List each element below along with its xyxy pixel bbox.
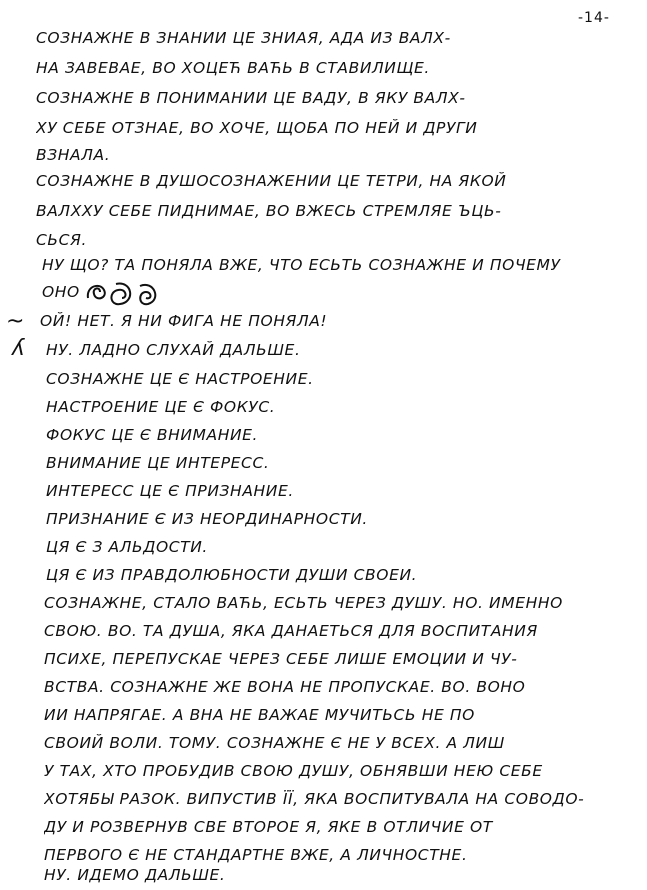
text-line: СОЗНАЖНЕ В ЗНАНИИ ЦЕ ЗНИАЯ, АДА ИЗ ВАЛХ- bbox=[36, 29, 451, 47]
text-line: ЦЯ Є З АЛЬДОСТИ. bbox=[46, 538, 208, 556]
text-line: ДУ И РОЗВЕРНУВ СВЕ ВТОРОЕ Я, ЯКЕ В ОТЛИЧИЕ ОТ bbox=[44, 818, 493, 836]
text-line: НАСТРОЕНИЕ ЦЕ Є ФОКУС. bbox=[46, 398, 276, 416]
text-line: НУ ЩО? ТА ПОНЯЛА ВЖЕ, ЧТО ЕСЬТЬ СОЗНАЖНЕ И ПОЧЕМУ bbox=[42, 256, 561, 274]
text-line: НУ. ЛАДНО СЛУХАЙ ДАЛЬШЕ. bbox=[46, 341, 301, 359]
margin-quote-mark: ʎ bbox=[12, 336, 26, 361]
page-number: -14- bbox=[578, 10, 610, 26]
text-line: ИНТЕРЕСС ЦЕ Є ПРИЗНАНИЕ. bbox=[46, 482, 294, 500]
text-line: ВНИМАНИЕ ЦЕ ИНТЕРЕСС. bbox=[46, 454, 270, 472]
text-line: ИИ НАПРЯГАЕ. А ВНА НЕ ВАЖАЕ МУЧИТЬСЬ НЕ ПО bbox=[44, 706, 475, 724]
text-line: ВСТВА. СОЗНАЖНЕ ЖЕ ВОНА НЕ ПРОПУСКАЕ. ВО. ВОНО bbox=[44, 678, 526, 696]
text-line: ПЕРВОГО Є НЕ СТАНДАРТНЕ ВЖЕ, А ЛИЧНОСТНЕ. bbox=[44, 846, 468, 864]
text-line: СОЗНАЖНЕ ЦЕ Є НАСТРОЕНИЕ. bbox=[46, 370, 314, 388]
text-line: ЦЯ Є ИЗ ПРАВДОЛЮБНОСТИ ДУШИ СВОЕИ. bbox=[46, 566, 418, 584]
text-line: ПСИХЕ, ПЕРЕПУСКАЕ ЧЕРЕЗ СЕБЕ ЛИШЕ ЕМОЦИИ И ЧУ- bbox=[44, 650, 518, 668]
text-line: ВАЛХХУ СЕБЕ ПИДНИМАЕ, ВО ВЖЕСЬ СТРЕМЛЯЕ ЪЦЬ- bbox=[36, 202, 502, 220]
text-line: ПРИЗНАНИЕ Є ИЗ НЕОРДИНАРНОСТИ. bbox=[46, 510, 368, 528]
text-line: ОНО bbox=[42, 283, 80, 301]
text-line: У ТАХ, ХТО ПРОБУДИВ СВОЮ ДУШУ, ОБНЯВШИ НЕЮ СЕБЕ bbox=[44, 762, 543, 780]
swirl-doodle bbox=[82, 276, 172, 310]
text-line: СОЗНАЖНЕ В ПОНИМАНИИ ЦЕ ВАДУ, В ЯКУ ВАЛХ- bbox=[36, 89, 466, 107]
text-line: СОЗНАЖНЕ, СТАЛО ВАЋЬ, ЕСЬТЬ ЧЕРЕЗ ДУШУ. НО. ИМЕННО bbox=[44, 594, 563, 612]
text-line: ВЗНАЛА. bbox=[36, 146, 111, 164]
text-line: НА ЗАВЕВАЕ, ВО ХОЦЕЋ ВАЋЬ В СТАВИЛИЩЕ. bbox=[36, 59, 430, 77]
text-line: СВОИЙ ВОЛИ. ТОМУ. СОЗНАЖНЕ Є НЕ У ВСЕХ. А ЛИШ bbox=[44, 734, 505, 752]
text-line: ФОКУС ЦЕ Є ВНИМАНИЕ. bbox=[46, 426, 259, 444]
text-line: СОЗНАЖНЕ В ДУШОСОЗНАЖЕНИИ ЦЕ ТЕТРИ, НА ЯКОЙ bbox=[36, 172, 507, 190]
margin-tilde-mark: ~ bbox=[6, 309, 25, 334]
text-line: ХУ СЕБЕ ОТЗНАЕ, ВО ХОЧЕ, ЩОБА ПО НЕЙ И ДРУГИ bbox=[36, 119, 478, 137]
text-line: ОЙ! НЕТ. Я НИ ФИГА НЕ ПОНЯЛА! bbox=[40, 312, 328, 330]
text-line: НУ. ИДЕМО ДАЛЬШЕ. bbox=[44, 866, 226, 884]
text-line: СЬСЯ. bbox=[36, 231, 87, 249]
text-line: ХОТЯБЫ РАЗОК. ВИПУСТИВ ЇЇ, ЯКА ВОСПИТУВАЛА НА СОВОДО- bbox=[44, 790, 585, 808]
text-line: СВОЮ. ВО. ТА ДУША, ЯКА ДАНАЕТЬСЯ ДЛЯ ВОСПИТАНИЯ bbox=[44, 622, 538, 640]
